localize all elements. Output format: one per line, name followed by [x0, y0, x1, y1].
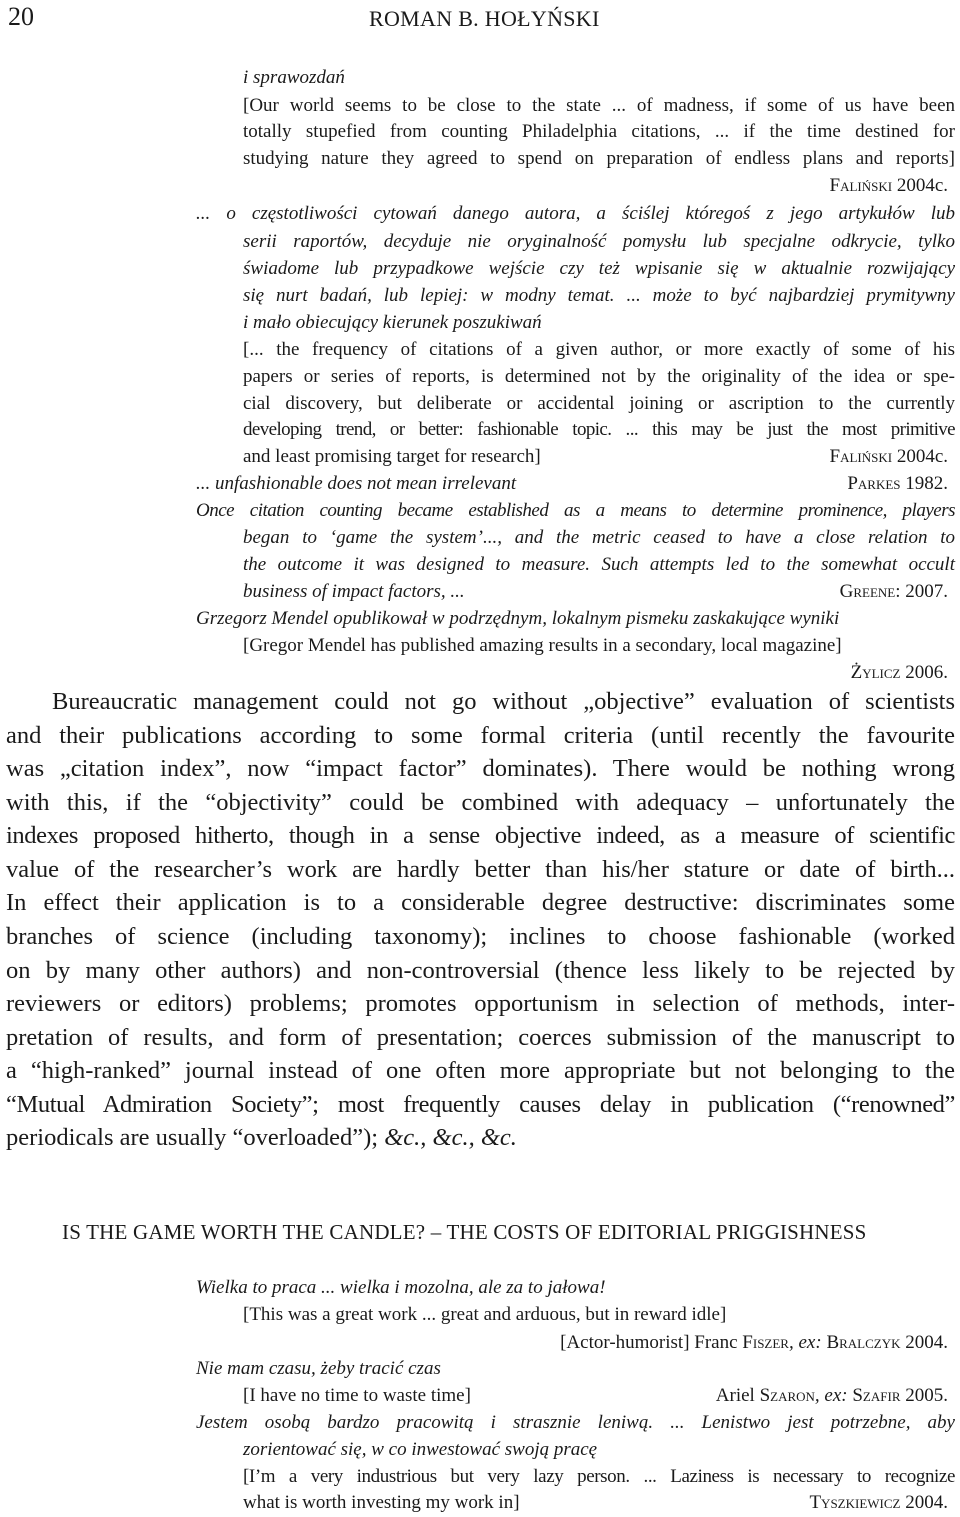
epigraph-polish-line: zorientować się, w co inwestować swoją pracę — [243, 1439, 598, 1460]
body-text-line: reviewers or editors) problems; promotes opportunism in selection of methods, inter- — [6, 990, 955, 1017]
epigraph-translation-line: cial discovery, but deliberate or accidental joining or ascription to the currently — [243, 393, 955, 414]
source-year: 2004c. — [896, 175, 948, 196]
source-year: : 2007. — [895, 581, 948, 602]
epigraph-polish-line: Grzegorz Mendel opublikował w podrzędnym, lokalnym pismeku zaskakujące wyniki — [196, 608, 840, 629]
epigraph-polish-line: i mało obiecujący kierunek poszukiwań — [243, 312, 542, 333]
body-text-fragment: periodicals are usually “overloaded”); — [6, 1124, 385, 1151]
source-author: Parkes — [847, 473, 901, 494]
section-heading: IS THE GAME WORTH THE CANDLE? – THE COSTS OF EDITORIAL PRIGGISHNESS — [62, 1220, 867, 1244]
epigraph-quote-line: Once citation counting became established as a means to determine prominence, players — [196, 500, 955, 521]
source-year: 2004c. — [896, 446, 948, 467]
body-text-line — [6, 1121, 955, 1155]
source-author: Greene — [839, 581, 896, 602]
epigraph-translation-line: [This was a great work ... great and arduous, but in reward idle] — [243, 1304, 727, 1325]
source-author: Faliński — [829, 175, 893, 196]
source-prefix: Ariel — [715, 1385, 760, 1406]
source-year: 2004. — [900, 1492, 948, 1513]
epigraph-source — [840, 579, 948, 605]
epigraph-translation-line: [... the frequency of citations of a given author, or more exactly of some of his — [243, 339, 955, 360]
body-text-line: was „citation index”, now “impact factor” dominates). There would be nothing wrong — [6, 755, 955, 782]
epigraph-source — [809, 1490, 948, 1516]
page-number: 20 — [8, 2, 34, 31]
epigraph-translation-line: [I’m a very industrious but very lazy person. ... Laziness is necessary to recognize — [243, 1466, 955, 1487]
running-head: ROMAN B. HOŁYŃSKI — [369, 6, 600, 31]
source-year: 1982. — [905, 473, 948, 494]
source-author: Szafir — [852, 1385, 901, 1406]
source-author: Faliński — [829, 446, 893, 467]
epigraph-translation-line: totally stupefied from counting Philadelphia citations, ... if the time destined for — [243, 121, 955, 142]
epigraph-translation-line: studying nature they agreed to spend on preparation of endless plans and reports] — [243, 148, 955, 169]
source-year: 2004. — [900, 1332, 948, 1353]
source-author: Tyszkiewicz — [809, 1492, 901, 1513]
source-ex: , ex: — [788, 1332, 827, 1353]
epigraph-quote-line: business of impact factors, ... — [243, 581, 465, 602]
body-text-line: value of the researcher’s work are hardly better than his/her stature or date of birth... — [6, 856, 955, 883]
source-ex: , ex: — [814, 1385, 853, 1406]
epigraph-source — [847, 471, 948, 497]
epigraph-quote: ... unfashionable does not mean irrelevant — [196, 473, 517, 494]
epigraph-source — [560, 1330, 948, 1356]
epigraph-polish-fragment: i sprawozdań — [243, 67, 345, 88]
body-text-line: on by many other authors) and non-controversial (thence less likely to be rejected by — [6, 957, 955, 984]
source-author: Żylicz — [850, 662, 901, 683]
body-text-line: with this, if the “objectivity” could be combined with adequacy – unfortunately the — [6, 789, 955, 816]
epigraph-polish-line: Nie mam czasu, żeby tracić czas — [196, 1358, 441, 1379]
epigraph-polish-line: ... o częstotliwości cytowań danego autora, a ściślej któregoś z jego artykułów lub — [196, 203, 955, 224]
epigraph-translation-line: [Gregor Mendel has published amazing results in a secondary, local magazine] — [243, 635, 842, 656]
body-text-line: pretation of results, and form of presentation; coerces submission of the manuscript to — [6, 1024, 955, 1051]
source-year: 2005. — [900, 1385, 948, 1406]
body-text-line: Bureaucratic management could not go without „objective” evaluation of scientists — [52, 688, 955, 715]
epigraph-polish-line: Wielka to praca ... wielka i mozolna, ale za to jałowa! — [196, 1277, 606, 1298]
epigraph-quote-line: the outcome it was designed to measure. Such attempts led to the somewhat occult — [243, 554, 955, 575]
epigraph-translation-line: papers or series of reports, is determined not by the originality of the idea or spe- — [243, 366, 955, 387]
etcetera-text: &c., &c., &c. — [384, 1124, 517, 1151]
body-text-line: branches of science (including taxonomy); inclines to choose fashionable (worked — [6, 923, 955, 950]
epigraph-source — [851, 660, 948, 686]
source-author: Szaron — [759, 1385, 815, 1406]
epigraph-translation-line: [Our world seems to be close to the state ... of madness, if some of us have been — [243, 95, 955, 116]
source-year: 2006. — [905, 662, 948, 683]
epigraph-translation-line: developing trend, or better: fashionable topic. ... this may be just the most primitive — [243, 419, 955, 440]
epigraph-polish-line: Jestem osobą bardzo pracowitą i strasznie leniwą. ... Lenistwo jest potrzebne, aby — [196, 1412, 955, 1433]
epigraph-polish-line: się nurt badań, lub lepiej: w modny temat. ... może to być najbardziej prymitywny — [243, 285, 955, 306]
body-text-line: In effect their application is to a considerable degree destructive: discriminates some — [6, 889, 955, 916]
body-text-line: a “high-ranked” journal instead of one often more appropriate but not belonging to the — [6, 1057, 955, 1084]
epigraph-source — [830, 173, 949, 199]
epigraph-translation-line: and least promising target for research] — [243, 446, 541, 467]
source-author: Fiszer — [742, 1332, 789, 1353]
source-prefix: [Actor-humorist] Franc — [560, 1332, 743, 1353]
epigraph-translation-line: [I have no time to waste time] — [243, 1385, 471, 1406]
source-author: Bralczyk — [826, 1332, 901, 1353]
epigraph-polish-line: serii raportów, decyduje nie oryginalność pomysłu lub specjalne odkrycie, tylko — [243, 231, 955, 252]
epigraph-source — [830, 444, 949, 470]
epigraph-translation-line: what is worth investing my work in] — [243, 1492, 520, 1513]
body-text-line: and their publications according to some formal criteria (until recently the favourite — [6, 722, 955, 749]
epigraph-source — [716, 1383, 948, 1409]
epigraph-polish-line: świadome lub przypadkowe wejście czy też wpisanie się w aktualnie rozwijający — [243, 258, 955, 279]
epigraph-quote-line: began to ‘game the system’..., and the metric ceased to have a close relation to — [243, 527, 955, 548]
body-text-line: “Mutual Admiration Society”; most frequently causes delay in publication (“renowned” — [6, 1091, 955, 1118]
body-text-line: indexes proposed hitherto, though in a sense objective indeed, as a measure of scientific — [6, 822, 955, 849]
